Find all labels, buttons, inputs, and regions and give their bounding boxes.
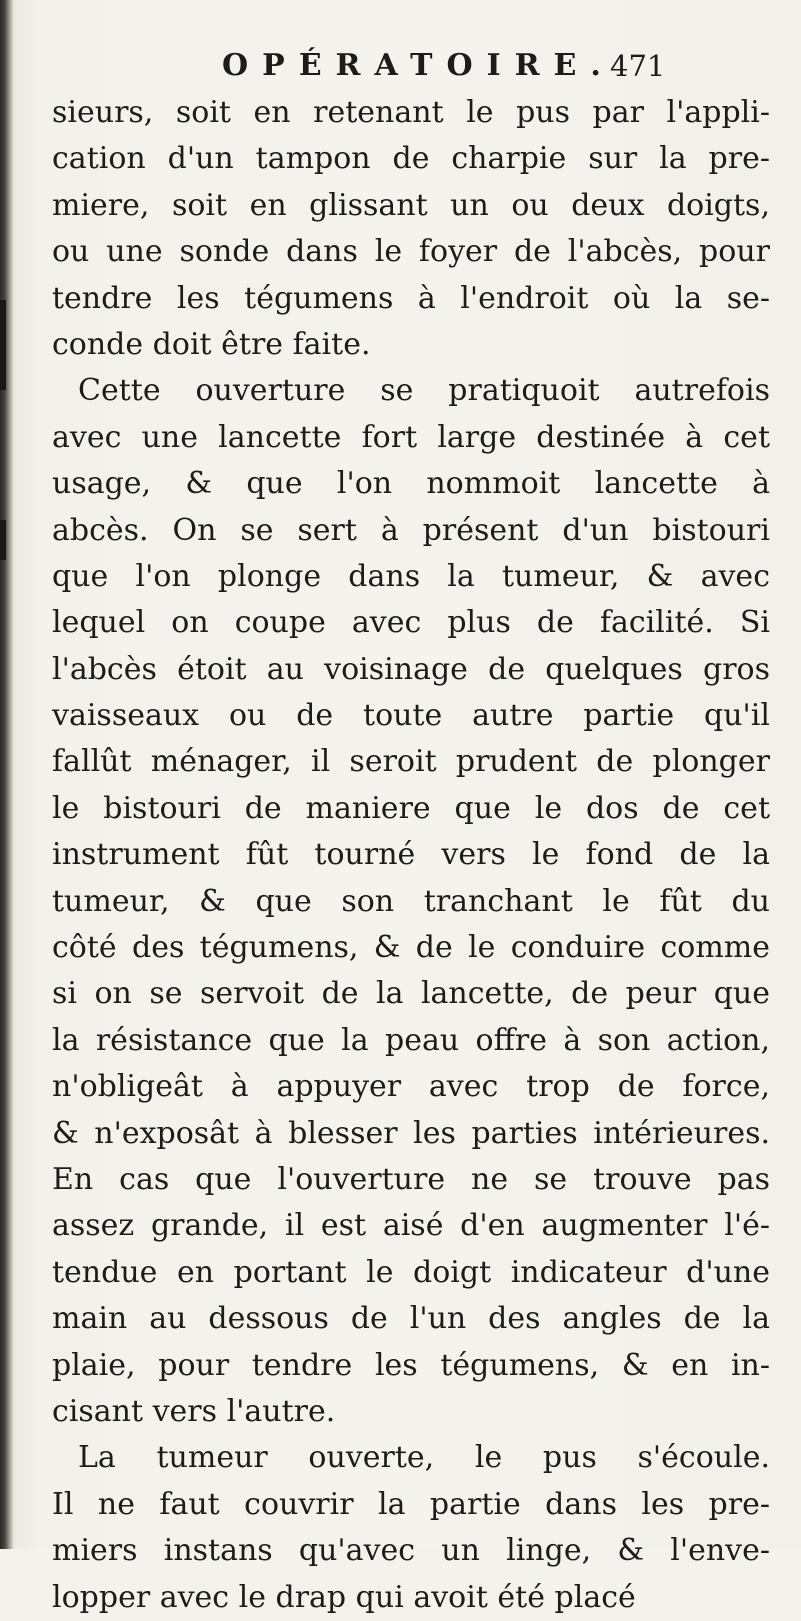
text-line: le bistouri de maniere que le dos de cet: [52, 790, 770, 826]
running-title: OPÉRATOIRE.: [222, 48, 615, 83]
text-line: l'abcès étoit au voisinage de quelques gros: [52, 651, 770, 687]
text-line: assez grande, il est aisé d'en augmenter l'é-: [52, 1208, 770, 1244]
text-line: main au dessous de l'un des angles de la: [52, 1301, 770, 1337]
text-line: cisant vers l'autre.: [52, 1393, 336, 1429]
page-number: 471: [610, 49, 666, 83]
text-line: tendre les tégumens à l'endroit où la se-: [52, 280, 770, 316]
text-line: si on se servoit de la lancette, de peur que: [52, 976, 770, 1012]
page-header: [222, 44, 666, 88]
text-line: ou une sonde dans le foyer de l'abcès, pour: [52, 234, 770, 270]
text-line: avec une lancette fort large destinée à cet: [52, 419, 770, 455]
text-line: sieurs, soit en retenant le pus par l'appli-: [52, 95, 770, 130]
text-line: miers instans qu'avec un linge, & l'enve-: [52, 1533, 770, 1569]
text-line: & n'exposât à blesser les parties intérieures.: [52, 1115, 770, 1151]
text-line: tendue en portant le doigt indicateur d'une: [52, 1254, 770, 1290]
binding-shadow-mark: [0, 300, 6, 390]
text-line: la résistance que la peau offre à son action,: [52, 1022, 770, 1058]
text-line: miere, soit en glissant un ou deux doigts,: [52, 187, 770, 223]
text-line: plaie, pour tendre les tégumens, & en in-: [52, 1347, 770, 1383]
body-text: [52, 90, 770, 1621]
text-line: cation d'un tampon de charpie sur la pre-: [52, 141, 770, 177]
text-line: conde doit être faite.: [52, 326, 371, 362]
text-line: côté des tégumens, & de le conduire comme: [52, 930, 770, 966]
text-line: que l'on plonge dans la tumeur, & avec: [52, 558, 770, 594]
text-line: lequel on coupe avec plus de facilité. Si: [52, 605, 770, 641]
text-line: abcès. On se sert à présent d'un bistouri: [52, 512, 770, 548]
paragraph-start-line: Cette ouverture se pratiquoit autrefois: [78, 373, 770, 409]
text-line: usage, & que l'on nommoit lancette à: [52, 466, 770, 502]
paragraph-start-line: La tumeur ouverte, le pus s'écoule.: [78, 1440, 770, 1476]
text-line: tumeur, & que son tranchant le fût du: [52, 883, 770, 919]
text-line: fallût ménager, il seroit prudent de plonger: [52, 744, 770, 780]
text-line: lopper avec le drap qui avoit été placé: [52, 1579, 636, 1615]
text-line: vaisseaux ou de toute autre partie qu'il: [52, 698, 770, 734]
binding-shadow-mark: [0, 520, 6, 560]
page-binding-edge: [0, 0, 14, 1549]
text-line: En cas que l'ouverture ne se trouve pas: [52, 1161, 770, 1197]
text-line: Il ne faut couvrir la partie dans les pre-: [52, 1486, 770, 1522]
text-line: instrument fût tourné vers le fond de la: [52, 837, 770, 873]
text-line: n'obligeât à appuyer avec trop de force,: [52, 1069, 770, 1105]
